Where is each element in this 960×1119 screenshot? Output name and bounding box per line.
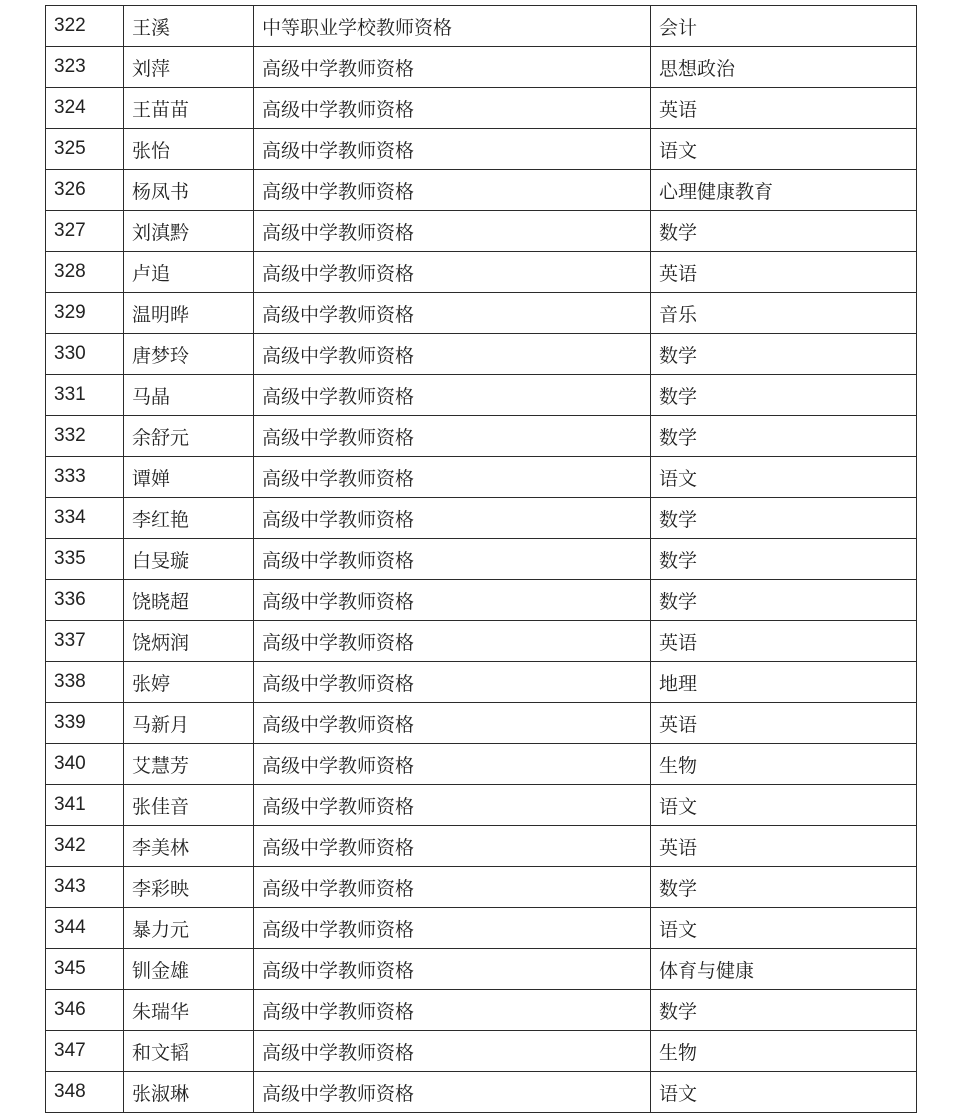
row-number-cell: 345 — [46, 949, 124, 990]
name-cell: 张婷 — [124, 662, 254, 703]
subject-cell: 英语 — [651, 826, 917, 867]
row-number-cell: 328 — [46, 252, 124, 293]
table-row — [46, 457, 917, 498]
table-row — [46, 252, 917, 293]
subject-cell: 英语 — [651, 88, 917, 129]
name-cell: 王溪 — [124, 6, 254, 47]
qualification-cell: 高级中学教师资格 — [254, 949, 651, 990]
row-number-cell: 347 — [46, 1031, 124, 1072]
name-cell: 李美林 — [124, 826, 254, 867]
table-row — [46, 211, 917, 252]
subject-cell: 数学 — [651, 867, 917, 908]
table-body — [46, 6, 917, 1113]
table-row — [46, 498, 917, 539]
table-row — [46, 47, 917, 88]
qualification-cell: 高级中学教师资格 — [254, 498, 651, 539]
subject-cell: 思想政治 — [651, 47, 917, 88]
table-row — [46, 990, 917, 1031]
name-cell: 张佳音 — [124, 785, 254, 826]
table-row — [46, 744, 917, 785]
name-cell: 张怡 — [124, 129, 254, 170]
name-cell: 和文韬 — [124, 1031, 254, 1072]
name-cell: 刘萍 — [124, 47, 254, 88]
subject-cell: 语文 — [651, 908, 917, 949]
qualification-cell: 高级中学教师资格 — [254, 908, 651, 949]
table-row — [46, 580, 917, 621]
row-number-cell: 330 — [46, 334, 124, 375]
row-number-cell: 324 — [46, 88, 124, 129]
subject-cell: 数学 — [651, 990, 917, 1031]
table-row — [46, 539, 917, 580]
subject-cell: 数学 — [651, 580, 917, 621]
table-row — [46, 949, 917, 990]
name-cell: 李彩映 — [124, 867, 254, 908]
subject-cell: 英语 — [651, 621, 917, 662]
subject-cell: 数学 — [651, 498, 917, 539]
table-row — [46, 6, 917, 47]
name-cell: 饶晓超 — [124, 580, 254, 621]
table-row — [46, 334, 917, 375]
name-cell: 饶炳润 — [124, 621, 254, 662]
name-cell: 卢追 — [124, 252, 254, 293]
subject-cell: 语文 — [651, 785, 917, 826]
table-row — [46, 129, 917, 170]
subject-cell: 语文 — [651, 1072, 917, 1113]
table-row — [46, 375, 917, 416]
qualification-cell: 高级中学教师资格 — [254, 621, 651, 662]
name-cell: 暴力元 — [124, 908, 254, 949]
table-row — [46, 293, 917, 334]
subject-cell: 会计 — [651, 6, 917, 47]
qualification-cell: 高级中学教师资格 — [254, 990, 651, 1031]
qualification-cell: 高级中学教师资格 — [254, 1072, 651, 1113]
qualification-cell: 高级中学教师资格 — [254, 211, 651, 252]
name-cell: 刘滇黔 — [124, 211, 254, 252]
name-cell: 谭婵 — [124, 457, 254, 498]
subject-cell: 数学 — [651, 539, 917, 580]
name-cell: 马新月 — [124, 703, 254, 744]
qualification-cell: 高级中学教师资格 — [254, 662, 651, 703]
row-number-cell: 336 — [46, 580, 124, 621]
name-cell: 马晶 — [124, 375, 254, 416]
row-number-cell: 344 — [46, 908, 124, 949]
qualification-cell: 高级中学教师资格 — [254, 539, 651, 580]
subject-cell: 英语 — [651, 252, 917, 293]
row-number-cell: 333 — [46, 457, 124, 498]
subject-cell: 英语 — [651, 703, 917, 744]
subject-cell: 生物 — [651, 744, 917, 785]
table-row — [46, 1072, 917, 1113]
name-cell: 余舒元 — [124, 416, 254, 457]
qualification-cell: 中等职业学校教师资格 — [254, 6, 651, 47]
row-number-cell: 348 — [46, 1072, 124, 1113]
subject-cell: 数学 — [651, 416, 917, 457]
row-number-cell: 338 — [46, 662, 124, 703]
table-row — [46, 662, 917, 703]
qualification-cell: 高级中学教师资格 — [254, 703, 651, 744]
table-row — [46, 88, 917, 129]
qualification-cell: 高级中学教师资格 — [254, 293, 651, 334]
subject-cell: 数学 — [651, 334, 917, 375]
qualification-cell: 高级中学教师资格 — [254, 129, 651, 170]
row-number-cell: 337 — [46, 621, 124, 662]
row-number-cell: 326 — [46, 170, 124, 211]
name-cell: 张淑琳 — [124, 1072, 254, 1113]
row-number-cell: 329 — [46, 293, 124, 334]
name-cell: 杨凤书 — [124, 170, 254, 211]
subject-cell: 语文 — [651, 457, 917, 498]
row-number-cell: 334 — [46, 498, 124, 539]
row-number-cell: 346 — [46, 990, 124, 1031]
row-number-cell: 340 — [46, 744, 124, 785]
table-row — [46, 170, 917, 211]
row-number-cell: 323 — [46, 47, 124, 88]
table-row — [46, 1031, 917, 1072]
row-number-cell: 342 — [46, 826, 124, 867]
qualification-cell: 高级中学教师资格 — [254, 170, 651, 211]
subject-cell: 地理 — [651, 662, 917, 703]
qualification-cell: 高级中学教师资格 — [254, 1031, 651, 1072]
qualification-cell: 高级中学教师资格 — [254, 580, 651, 621]
subject-cell: 体育与健康 — [651, 949, 917, 990]
subject-cell: 生物 — [651, 1031, 917, 1072]
row-number-cell: 335 — [46, 539, 124, 580]
table-row — [46, 621, 917, 662]
name-cell: 李红艳 — [124, 498, 254, 539]
qualification-cell: 高级中学教师资格 — [254, 744, 651, 785]
name-cell: 唐梦玲 — [124, 334, 254, 375]
qualification-cell: 高级中学教师资格 — [254, 47, 651, 88]
table-row — [46, 867, 917, 908]
row-number-cell: 339 — [46, 703, 124, 744]
table-row — [46, 416, 917, 457]
qualification-cell: 高级中学教师资格 — [254, 867, 651, 908]
row-number-cell: 322 — [46, 6, 124, 47]
name-cell: 白旻璇 — [124, 539, 254, 580]
subject-cell: 数学 — [651, 211, 917, 252]
subject-cell: 音乐 — [651, 293, 917, 334]
qualification-cell: 高级中学教师资格 — [254, 457, 651, 498]
qualification-cell: 高级中学教师资格 — [254, 785, 651, 826]
row-number-cell: 325 — [46, 129, 124, 170]
qualification-cell: 高级中学教师资格 — [254, 334, 651, 375]
qualification-cell: 高级中学教师资格 — [254, 252, 651, 293]
subject-cell: 语文 — [651, 129, 917, 170]
subject-cell: 心理健康教育 — [651, 170, 917, 211]
table-row — [46, 826, 917, 867]
table-row — [46, 785, 917, 826]
row-number-cell: 331 — [46, 375, 124, 416]
qualification-cell: 高级中学教师资格 — [254, 416, 651, 457]
table-row — [46, 908, 917, 949]
qualification-cell: 高级中学教师资格 — [254, 826, 651, 867]
table-row — [46, 703, 917, 744]
name-cell: 艾慧芳 — [124, 744, 254, 785]
row-number-cell: 332 — [46, 416, 124, 457]
row-number-cell: 341 — [46, 785, 124, 826]
name-cell: 温明晔 — [124, 293, 254, 334]
teacher-qualification-table — [45, 5, 917, 1113]
name-cell: 钏金雄 — [124, 949, 254, 990]
name-cell: 王苗苗 — [124, 88, 254, 129]
row-number-cell: 343 — [46, 867, 124, 908]
name-cell: 朱瑞华 — [124, 990, 254, 1031]
subject-cell: 数学 — [651, 375, 917, 416]
qualification-cell: 高级中学教师资格 — [254, 375, 651, 416]
qualification-cell: 高级中学教师资格 — [254, 88, 651, 129]
row-number-cell: 327 — [46, 211, 124, 252]
